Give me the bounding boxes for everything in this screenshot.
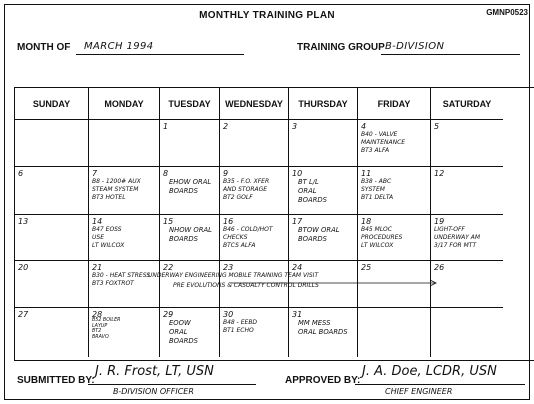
weekday-header: THURSDAY: [289, 88, 358, 120]
day-number: 16: [223, 217, 234, 226]
day-cell: [220, 308, 289, 357]
submitted-title: B-DIVISION OFFICER: [113, 387, 194, 396]
day-number: 22: [163, 263, 174, 272]
training-event: B45 MLOC PROCEDURES LT WILCOX: [361, 226, 403, 249]
day-cell: [89, 215, 160, 261]
day-cell: [358, 215, 431, 261]
day-number: 14: [92, 217, 103, 226]
day-number: 13: [18, 217, 29, 226]
day-number: 8: [163, 169, 169, 178]
day-number: 9: [223, 169, 229, 178]
day-cell: [89, 120, 160, 167]
training-event: B52 BOILER LAYUP BT2 BRAVO: [92, 318, 121, 340]
day-cell: [358, 167, 431, 215]
training-event: LIGHT-OFF UNDERWAY AM 3/17 FOR MTT: [434, 226, 481, 249]
form-title: MONTHLY TRAINING PLAN: [199, 10, 335, 21]
day-cell: [15, 120, 89, 167]
day-number: 29: [163, 310, 174, 319]
span-arrow: [230, 279, 440, 287]
day-cell: [89, 308, 160, 357]
form-number: GMNP0523: [486, 8, 528, 17]
day-cell: [220, 215, 289, 261]
day-number: 23: [223, 263, 234, 272]
day-cell: [15, 167, 89, 215]
day-number: 6: [18, 169, 24, 178]
weekday-header: SUNDAY: [15, 88, 89, 120]
day-number: 17: [292, 217, 303, 226]
day-number: 2: [223, 122, 229, 131]
day-number: 25: [361, 263, 372, 272]
group-label: TRAINING GROUP: [297, 42, 385, 53]
day-cell: [431, 261, 503, 308]
day-cell: [15, 308, 89, 357]
day-number: 30: [223, 310, 234, 319]
training-event: B38 - ABC SYSTEM BT1 DELTA: [361, 178, 394, 201]
day-number: 12: [434, 169, 445, 178]
day-number: 7: [92, 169, 98, 178]
approved-signature: J. A. Doe, LCDR, USN: [362, 364, 497, 379]
day-cell: [220, 120, 289, 167]
day-number: 3: [292, 122, 298, 131]
training-event: B47 EOSS USE LT WILCOX: [92, 226, 125, 249]
day-cell: [289, 120, 358, 167]
training-event: B35 - F.O. XFER AND STORAGE BT2 GOLF: [223, 178, 270, 201]
day-number: 11: [361, 169, 372, 178]
calendar-grid: [14, 87, 534, 361]
day-cell: [15, 261, 89, 308]
day-cell: [358, 308, 431, 357]
day-cell: [160, 120, 220, 167]
training-event: B8 - 1200# AUX STEAM SYSTEM BT3 HOTEL: [92, 178, 141, 201]
weekday-header: TUESDAY: [160, 88, 220, 120]
day-cell: [289, 215, 358, 261]
day-cell: [160, 167, 220, 215]
day-number: 26: [434, 263, 445, 272]
mtt-visit-note: UNDERWAY ENGINEERING MOBILE TRAINING TEAM VISIT: [148, 272, 319, 279]
day-cell: [431, 215, 503, 261]
group-value: B-DIVISION: [385, 41, 445, 52]
approved-title: CHIEF ENGINEER: [385, 387, 453, 396]
day-cell: [89, 167, 160, 215]
training-event: EOOW ORAL BOARDS: [169, 319, 198, 345]
training-event: EHOW ORAL BOARDS: [169, 178, 212, 195]
drills-note: PRE EVOLUTIONS & CASUALTY CONTROL DRILLS: [173, 282, 319, 289]
training-event: MM MESS ORAL BOARDS: [298, 319, 348, 336]
weekday-header: FRIDAY: [358, 88, 431, 120]
submitted-signature: J. R. Frost, LT, USN: [95, 364, 214, 379]
day-number: 28: [92, 310, 103, 319]
day-number: 5: [434, 122, 440, 131]
day-number: 31: [292, 310, 303, 319]
day-cell: [89, 261, 160, 308]
submitted-label: SUBMITTED BY:: [17, 375, 95, 386]
weekday-header: WEDNESDAY: [220, 88, 289, 120]
training-event: BTOW ORAL BOARDS: [298, 226, 340, 243]
day-number: 4: [361, 122, 367, 131]
day-number: 21: [92, 263, 103, 272]
day-number: 1: [163, 122, 169, 131]
day-cell: [289, 167, 358, 215]
day-cell: [358, 120, 431, 167]
day-number: 15: [163, 217, 174, 226]
day-cell: [220, 167, 289, 215]
training-event: BT L/L ORAL BOARDS: [298, 178, 327, 204]
day-number: 20: [18, 263, 29, 272]
day-cell: [431, 167, 503, 215]
approved-label: APPROVED BY:: [285, 375, 361, 386]
month-value: MARCH 1994: [84, 41, 154, 52]
day-number: 18: [361, 217, 372, 226]
day-cell: [160, 308, 220, 357]
weekday-header: MONDAY: [89, 88, 160, 120]
training-event: B30 - HEAT STRESS BT3 FOXTROT: [92, 272, 151, 287]
day-number: 10: [292, 169, 303, 178]
day-cell: [431, 308, 503, 357]
day-cell: [15, 215, 89, 261]
training-event: B40 - VALVE MAINTENANCE BT3 ALFA: [361, 131, 406, 154]
weekday-header: SATURDAY: [431, 88, 503, 120]
day-number: 27: [18, 310, 29, 319]
training-event: NHOW ORAL BOARDS: [169, 226, 212, 243]
day-cell: [431, 120, 503, 167]
day-cell: [289, 308, 358, 357]
day-number: 24: [292, 263, 303, 272]
day-number: 19: [434, 217, 445, 226]
training-event: B46 - COLD/HOT CHECKS BTCS ALFA: [223, 226, 273, 249]
training-event: B48 - EEBD BT1 ECHO: [223, 319, 258, 334]
month-label: MONTH OF: [17, 42, 71, 53]
day-cell: [160, 215, 220, 261]
